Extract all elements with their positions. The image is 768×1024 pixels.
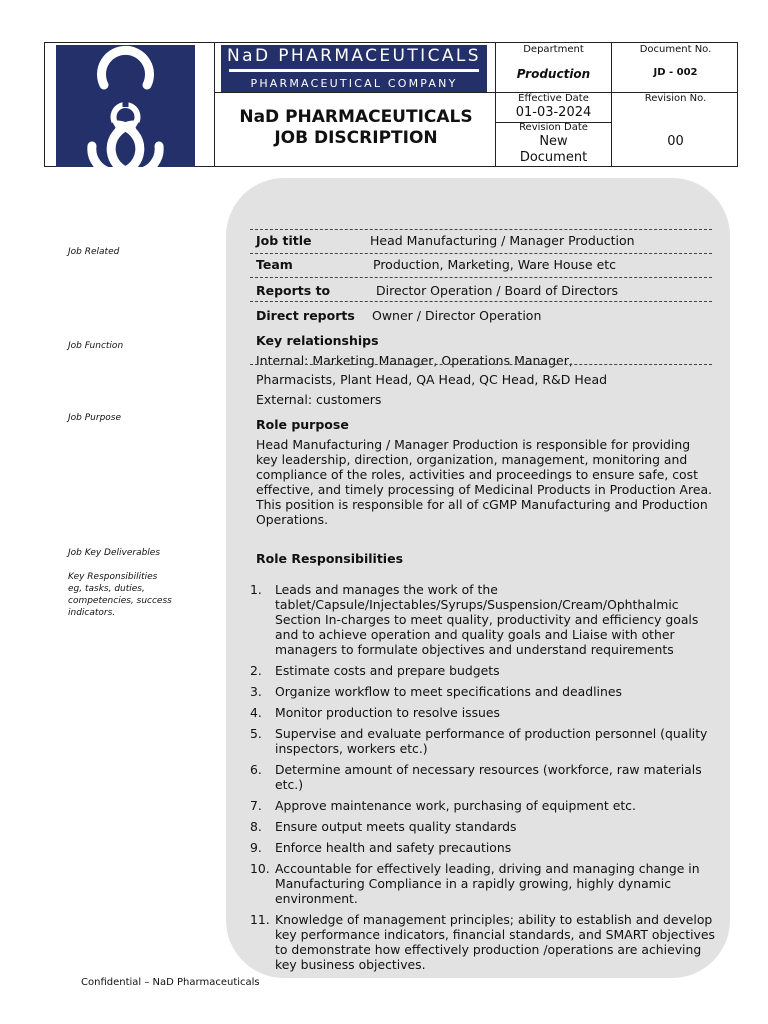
list-item: 3. Organize workflow to meet specifications and deadlines <box>250 684 622 699</box>
document-no-label: Document No. <box>639 44 712 55</box>
team-value: Production, Marketing, Ware House etc <box>373 257 617 272</box>
department-value: Production <box>516 67 591 81</box>
external-relationships: External: customers <box>256 392 382 407</box>
company-name: NaD PHARMACEUTICALS <box>227 46 481 66</box>
list-item: 10. Accountable for effectively leading, driving and managing change in Manufacturing Compliance in a rapidly growing, highly dynamic environment. <box>250 861 700 906</box>
job-title-label: Job title <box>256 233 312 248</box>
direct-reports-label: Direct reports <box>256 308 355 323</box>
list-item: 4. Monitor production to resolve issues <box>250 705 500 720</box>
role-purpose-heading: Role purpose <box>256 417 349 432</box>
list-item: 7. Approve maintenance work, purchasing of equipment etc. <box>250 798 636 813</box>
document-title <box>215 107 497 149</box>
revision-date-value: New Document <box>519 134 588 165</box>
job-title-value: Head Manufacturing / Manager Production <box>370 233 635 248</box>
side-label-job-function: Job Function <box>68 341 124 351</box>
document-no-value: JD - 002 <box>653 67 698 78</box>
document-header <box>44 42 738 167</box>
department-label: Department <box>523 44 584 55</box>
role-responsibilities-heading: Role Responsibilities <box>256 551 404 566</box>
list-item: 9. Enforce health and safety precautions <box>250 840 512 855</box>
side-label-key-responsibilities: Key Responsibilities eg, tasks, duties, competencies, success indicators. <box>68 572 172 618</box>
key-relationships-heading: Key relationships <box>256 333 379 348</box>
document-title-line2: JOB DISCRIPTION <box>274 128 438 148</box>
document-title-line1: NaD PHARMACEUTICALS <box>239 107 473 127</box>
list-item: 2. Estimate costs and prepare budgets <box>250 663 500 678</box>
side-label-job-purpose: Job Purpose <box>68 413 122 423</box>
internal-relationships-line1: Internal: Marketing Manager, Operations Manager, <box>256 353 573 368</box>
list-item: 11. Knowledge of management principles; ability to establish and develop key performance indicators, financial standards, and SMART objectives to demonstrate how effectively production /operations are achieving key business objectives. <box>250 912 715 972</box>
biohazard-logo-icon <box>56 45 195 167</box>
effective-date-value: 01-03-2024 <box>515 105 592 120</box>
revision-no-value: 00 <box>667 134 684 149</box>
list-item: 5. Supervise and evaluate performance of production personnel (quality inspectors, workers etc.) <box>250 726 708 756</box>
company-subtitle: PHARMACEUTICAL COMPANY <box>250 77 458 90</box>
list-item: 1. Leads and manages the work of the tablet/Capsule/Injectables/Syrups/Suspension/Cream/Ophthalmic Section In-charges to meet quality, productivity and efficiency goals and to achieve operation and quality goals and Liaise with other managers to formulate objectives and understand requirements <box>250 582 699 657</box>
company-banner <box>221 45 487 92</box>
role-purpose-text: Head Manufacturing / Manager Production is responsible for providing key leadership, direction, organization, management, monitoring and compliance of the roles, activities and proceedings to ensure safe, cost effective, and timely processing of Medicinal Products in Production Area. This position is responsible for all of cGMP Manufacturing and Production Operations. <box>256 437 712 527</box>
internal-relationships-line2: Pharmacists, Plant Head, QA Head, QC Head, R&D Head <box>256 372 608 387</box>
effective-date-label: Effective Date <box>518 93 589 104</box>
list-item: 8. Ensure output meets quality standards <box>250 819 517 834</box>
responsibilities-list <box>250 582 720 978</box>
list-item: 6. Determine amount of necessary resources (workforce, raw materials etc.) <box>250 762 702 792</box>
reports-to-label: Reports to <box>256 283 331 298</box>
direct-reports-value: Owner / Director Operation <box>372 308 542 323</box>
reports-to-value: Director Operation / Board of Directors <box>376 283 619 298</box>
revision-no-label: Revision No. <box>644 93 707 104</box>
revision-date-label: Revision Date <box>519 122 588 133</box>
team-label: Team <box>256 257 293 272</box>
side-label-job-key-deliverables: Job Key Deliverables <box>68 548 161 558</box>
footer-confidential: Confidential – NaD Pharmaceuticals <box>81 977 260 988</box>
side-label-job-related: Job Related <box>68 247 120 257</box>
